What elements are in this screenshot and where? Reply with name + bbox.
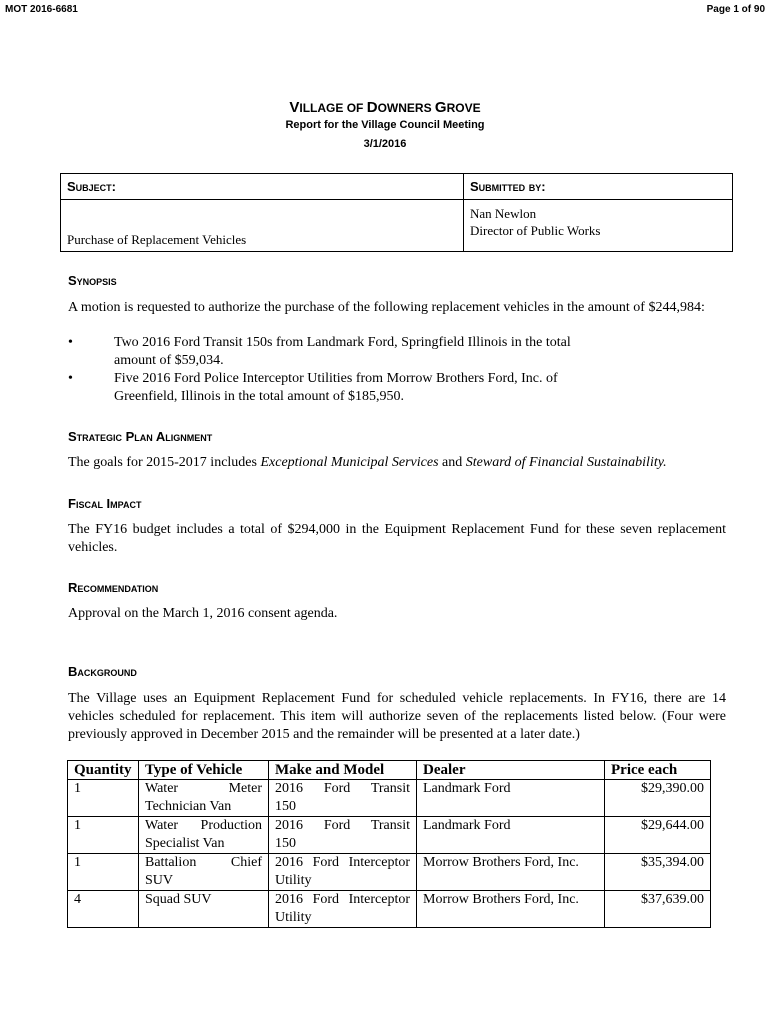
cell-type bbox=[139, 817, 269, 854]
bullet-line-2: Greenfield, Illinois in the total amount of $185,950. bbox=[114, 389, 405, 404]
submitter-cell bbox=[464, 200, 733, 252]
model-line-2: Utility bbox=[275, 910, 312, 925]
type-line-1: Water Meter bbox=[145, 781, 262, 796]
page-number: Page 1 of 90 bbox=[706, 4, 765, 15]
page-title bbox=[0, 99, 770, 116]
cell-price: $35,394.00 bbox=[605, 854, 711, 891]
recommendation-text: Approval on the March 1, 2016 consent agenda. bbox=[68, 606, 338, 621]
model-line-1: 2016 Ford Transit bbox=[275, 818, 410, 833]
title-initial-v: V bbox=[289, 99, 300, 116]
synopsis-bullet bbox=[68, 334, 628, 370]
cell-quantity: 1 bbox=[68, 780, 139, 817]
goal-exceptional-services: Exceptional Municipal Services bbox=[260, 455, 439, 470]
submitted-label-cell bbox=[464, 174, 733, 200]
submitted-by-label: Submitted by: bbox=[470, 179, 546, 194]
col-make-model: Make and Model bbox=[269, 761, 417, 780]
strategic-text-mid: and bbox=[438, 455, 466, 470]
subject-label: Subject: bbox=[67, 179, 117, 194]
col-price: Price each bbox=[605, 761, 711, 780]
bullet-line-2: amount of $59,034. bbox=[114, 353, 224, 368]
background-text: The Village uses an Equipment Replacement Fund for scheduled vehicle replacements. In FY16, there are 14 vehicles scheduled for replacement. This item will authorize seven of the replacements listed below. (Four were previously approved in December 2015 and the remainder will be presented at a later date.) bbox=[68, 691, 726, 742]
col-type: Type of Vehicle bbox=[139, 761, 269, 780]
bullet-line-1: Five 2016 Ford Police Interceptor Utilities from Morrow Brothers Ford, Inc. of bbox=[114, 371, 558, 386]
cell-dealer: Landmark Ford bbox=[417, 817, 605, 854]
strategic-text bbox=[68, 454, 726, 472]
type-line-1: Water Production bbox=[145, 818, 262, 833]
cell-type bbox=[139, 780, 269, 817]
synopsis-text: A motion is requested to authorize the purchase of the following replacement vehicles in the amount of $244,984: bbox=[68, 300, 705, 315]
cell-price: $29,644.00 bbox=[605, 817, 711, 854]
cell-price: $29,390.00 bbox=[605, 780, 711, 817]
subject-value: Purchase of Replacement Vehicles bbox=[67, 232, 247, 247]
meeting-date: 3/1/2016 bbox=[363, 138, 407, 150]
background-heading: Background bbox=[68, 664, 137, 679]
cell-make-model bbox=[269, 891, 417, 928]
cell-quantity: 1 bbox=[68, 817, 139, 854]
type-line-2: Technician Van bbox=[145, 799, 232, 814]
synopsis-bullet bbox=[68, 370, 628, 406]
col-quantity: Quantity bbox=[68, 761, 139, 780]
model-line-1: 2016 Ford Transit bbox=[275, 781, 410, 796]
cell-dealer: Morrow Brothers Ford, Inc. bbox=[417, 854, 605, 891]
fiscal-text: The FY16 budget includes a total of $294,000 in the Equipment Replacement Fund for these seven replacement vehicles. bbox=[68, 522, 726, 555]
table-header-row bbox=[68, 761, 711, 780]
cell-make-model bbox=[269, 854, 417, 891]
bullet-mark: • bbox=[68, 371, 73, 386]
cell-quantity: 4 bbox=[68, 891, 139, 928]
submitter-title: Director of Public Works bbox=[470, 223, 601, 238]
type-line-1: Squad SUV bbox=[145, 892, 212, 907]
cell-dealer: Landmark Ford bbox=[417, 780, 605, 817]
table-row bbox=[68, 891, 711, 928]
subject-label-cell bbox=[61, 174, 464, 200]
subject-value-cell bbox=[61, 200, 464, 252]
type-line-2: SUV bbox=[145, 873, 174, 888]
fiscal-heading: Fiscal Impact bbox=[68, 496, 142, 511]
model-line-1: 2016 Ford Interceptor bbox=[275, 892, 410, 907]
table-row bbox=[68, 817, 711, 854]
document-id: MOT 2016-6681 bbox=[5, 4, 78, 15]
submitter-name: Nan Newlon bbox=[470, 206, 537, 221]
subject-table bbox=[60, 173, 733, 252]
model-line-2: 150 bbox=[275, 799, 296, 814]
goal-financial-sustainability: Steward of Financial Sustainability. bbox=[465, 455, 667, 470]
col-dealer: Dealer bbox=[417, 761, 605, 780]
cell-price: $37,639.00 bbox=[605, 891, 711, 928]
table-row bbox=[68, 854, 711, 891]
strategic-heading: Strategic Plan Alignment bbox=[68, 429, 213, 444]
cell-make-model bbox=[269, 817, 417, 854]
model-line-2: Utility bbox=[275, 873, 312, 888]
title-part-downers: OWNERS bbox=[377, 101, 435, 115]
cell-dealer: Morrow Brothers Ford, Inc. bbox=[417, 891, 605, 928]
cell-make-model bbox=[269, 780, 417, 817]
type-line-2: Specialist Van bbox=[145, 836, 225, 851]
synopsis-heading: Synopsis bbox=[68, 273, 117, 288]
model-line-2: 150 bbox=[275, 836, 296, 851]
recommendation-heading: Recommendation bbox=[68, 580, 159, 595]
strategic-text-pre: The goals for 2015-2017 includes bbox=[68, 455, 261, 470]
bullet-mark: • bbox=[68, 335, 73, 350]
title-initial-d: D bbox=[366, 99, 378, 116]
cell-quantity: 1 bbox=[68, 854, 139, 891]
table-row bbox=[68, 780, 711, 817]
title-part-village: ILLAGE OF bbox=[299, 101, 367, 115]
report-subtitle: Report for the Village Council Meeting bbox=[285, 119, 485, 131]
cell-type bbox=[139, 854, 269, 891]
cell-type bbox=[139, 891, 269, 928]
vehicle-table bbox=[67, 760, 711, 928]
title-initial-g: G bbox=[434, 99, 447, 116]
type-line-1: Battalion Chief bbox=[145, 855, 262, 870]
bullet-line-1: Two 2016 Ford Transit 150s from Landmark Ford, Springfield Illinois in the total bbox=[114, 335, 571, 350]
model-line-1: 2016 Ford Interceptor bbox=[275, 855, 410, 870]
title-part-grove: ROVE bbox=[446, 101, 481, 115]
